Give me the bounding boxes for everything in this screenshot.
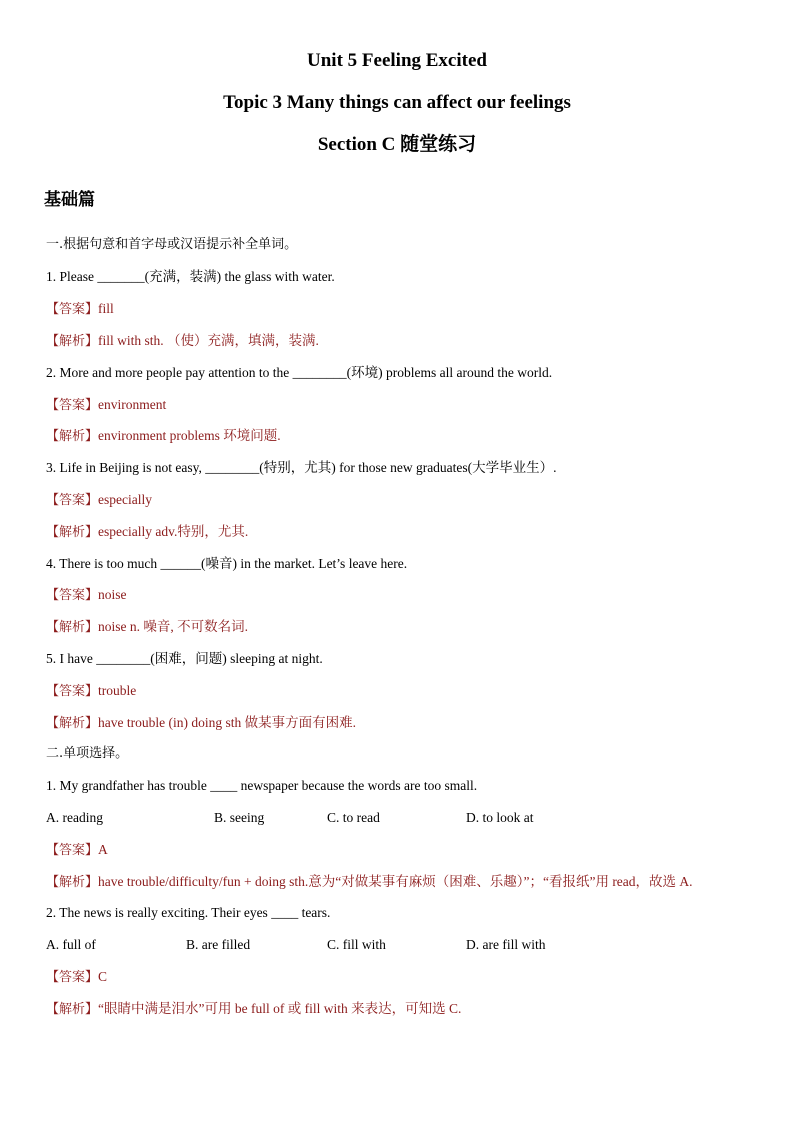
question-1-4: 4. There is too much ______(噪音) in the market. Let’s leave here. — [46, 556, 408, 571]
option-2-2-c: C. fill with — [327, 937, 386, 952]
answer-1-1: 【答案】fill — [46, 301, 114, 317]
option-2-1-a: A. reading — [46, 810, 103, 825]
analysis-1-1: 【解析】fill with sth. （使）充满，填满，装满. — [46, 333, 319, 349]
answer-2-2: 【答案】C — [46, 969, 108, 985]
question-1-2: 2. More and more people pay attention to the ________(环境) problems all around the world. — [46, 365, 553, 380]
analysis-2-2: 【解析】“眼睛中满是泪水”可用 be full of 或 fill with 来表达，可知选 C. — [46, 1001, 462, 1017]
option-2-1-b: B. seeing — [214, 810, 265, 825]
question-2-1: 1. My grandfather has trouble ____ newspaper because the words are too small. — [46, 778, 478, 793]
answer-1-5: 【答案】trouble — [46, 683, 137, 699]
part1-title: 一.根据句意和首字母或汉语提示补全单词。 — [46, 237, 298, 252]
part2-title: 二.单项选择。 — [46, 746, 129, 761]
section-title: Section C 随堂练习 — [317, 134, 477, 155]
question-1-3: 3. Life in Beijing is not easy, ________(特别，尤其) for those new graduates(大学毕业生）. — [46, 460, 557, 475]
answer-2-1: 【答案】A — [46, 842, 108, 858]
level-heading: 基础篇 — [44, 190, 95, 210]
answer-1-2: 【答案】environment — [46, 397, 167, 413]
topic-title: Topic 3 Many things can affect our feelings — [223, 92, 571, 113]
question-1-5: 5. I have ________(困难，问题) sleeping at night. — [46, 651, 323, 666]
analysis-1-2: 【解析】environment problems 环境问题. — [46, 428, 281, 444]
option-2-1-d: D. to look at — [466, 810, 534, 825]
option-2-1-c: C. to read — [327, 810, 380, 825]
option-2-2-a: A. full of — [46, 937, 96, 952]
question-2-2: 2. The news is really exciting. Their eyes ____ tears. — [46, 905, 331, 920]
analysis-2-1: 【解析】have trouble/difficulty/fun + doing sth.意为“对做某事有麻烦（困难、乐趣）”；“看报纸”用 read，故选 A. — [46, 874, 693, 890]
analysis-1-4: 【解析】noise n. 噪音, 不可数名词. — [46, 619, 249, 635]
question-1-1: 1. Please _______(充满，装满) the glass with water. — [46, 269, 335, 284]
unit-title: Unit 5 Feeling Excited — [307, 50, 487, 71]
option-2-2-b: B. are filled — [186, 937, 251, 952]
analysis-1-5: 【解析】have trouble (in) doing sth 做某事方面有困难. — [46, 715, 356, 731]
answer-1-4: 【答案】noise — [46, 587, 127, 603]
analysis-1-3: 【解析】especially adv.特别，尤其. — [46, 524, 249, 540]
option-2-2-d: D. are fill with — [466, 937, 546, 952]
answer-1-3: 【答案】especially — [46, 492, 152, 508]
